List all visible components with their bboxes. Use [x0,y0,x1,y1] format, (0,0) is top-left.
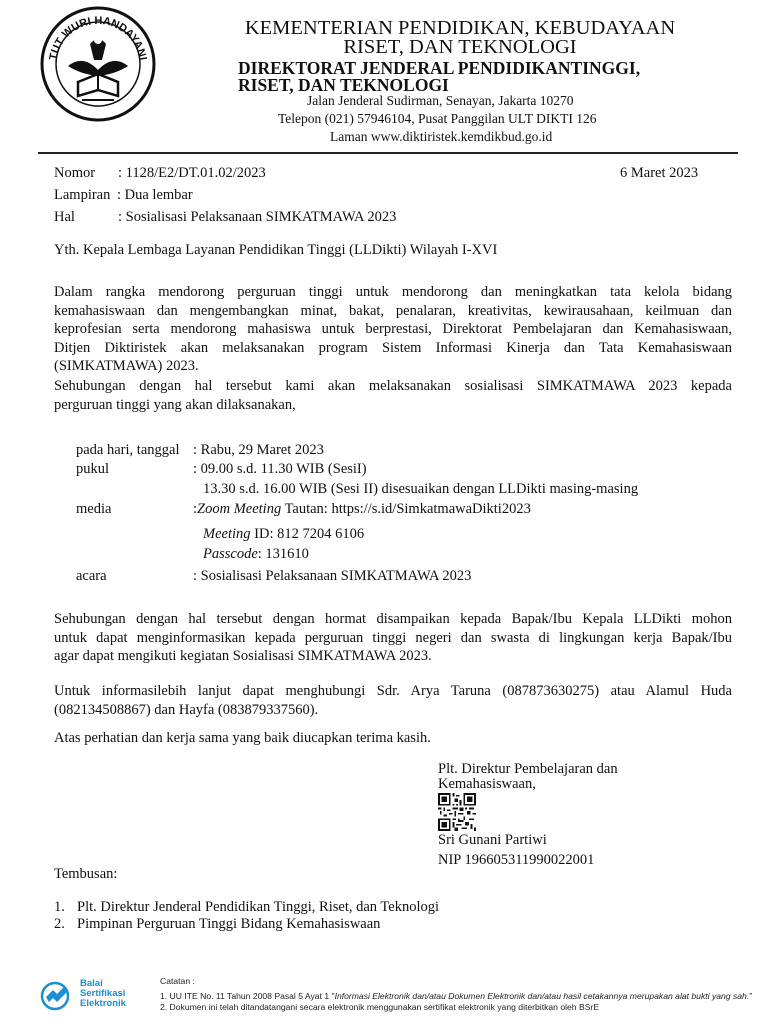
ministry-name-line2: RISET, DAN TEKNOLOGI [343,36,577,58]
qr-code-signature [438,793,476,831]
schedule-time-session1: : 09.00 s.d. 11.30 WIB (SesiI) [193,461,367,477]
schedule-media-label: media [76,501,112,517]
tut-wuri-handayani-logo [38,4,158,124]
text-line: agar dapat mengikuti kegiatan Sosialisasi SIMKATMAWA 2023. [54,648,432,664]
text-line: Ditjen Diktiristek akan melaksanakan program Sistem Informasi Kinerja dan Tata Kemahasiswaan [54,339,732,356]
tembusan-item: Plt. Direktur Jenderal Pendidikan Tinggi, Riset, dan Teknologi [77,899,440,915]
closing-sentence: Atas perhatian dan kerja sama yang baik diucapkan terima kasih. [54,730,431,746]
text-line: (082134508867) dan Hayfa (083879337560). [54,701,319,718]
bsre-label-line2: Sertifikasi [80,988,126,999]
passcode [203,546,309,563]
paragraph-request [54,610,732,666]
letterhead-phone: Telepon (021) 57946104, Pusat Panggilan ULT DIKTI 126 [278,111,597,126]
meeting-id [203,526,364,543]
paragraph-contact [54,682,732,719]
directorate-name-line2: RISET, DAN TEKNOLOGI [238,75,449,95]
schedule-media-value [193,501,531,518]
schedule-day-label: pada hari, tanggal [76,442,180,458]
text-line: Untuk informasilebih lanjut dapat menghubungi Sdr. Arya Taruna (087873630275) atau Alamul Huda [54,683,732,699]
note1-text: 1. UU ITE No. 11 Tahun 2008 Pasal 5 Ayat 1 " [160,991,335,1001]
directorate-name-line1: DIREKTORAT JENDERAL PENDIDIKANTINGGI, [238,58,641,78]
tembusan-label: Tembusan: [54,866,118,882]
signatory-title-line2: Kemahasiswaan, [438,776,536,792]
recipient: Yth. Kepala Lembaga Layanan Pendidikan Tinggi (LLDikti) Wilayah I-XVI [54,242,498,258]
meeting-id-value: ID: 812 7204 6106 [250,526,365,542]
footer-note-2: 2. Dokumen ini telah ditandatangani secara elektronik menggunakan sertifikat elektronik yang diterbitkan oleh BSrE [160,1002,600,1012]
bsre-label-line3: Elektronik [80,998,126,1009]
tembusan-number: 1. [54,899,65,915]
catatan-label: Catatan : [160,976,195,986]
zoom-meeting-label: Zoom Meeting [197,501,282,517]
schedule-day-value: : Rabu, 29 Maret 2023 [193,442,324,458]
paragraph-intro [54,283,732,376]
meeting-link[interactable]: Tautan: https://s.id/SimkatmawaDikti2023 [281,501,531,517]
text-line: Dalam rangka mendorong perguruan tinggi untuk mendorong dan meningkatkan tata kelola bidang [54,284,732,300]
text-line: keprofesian serta mendorong mahasiswa untuk berprestasi, Direktorat Pembelajaran dan Kemahasiswaan, [54,321,732,337]
signatory-nip: NIP 196605311990022001 [438,852,595,868]
hal-label: Hal [54,209,75,225]
note1-italic: Informasi Elektronik dan/atau Dokumen Elektronik dan/atau hasil cetakannya merupakan alat bukti yang sah. [334,991,750,1001]
nomor-label: Nomor [54,165,96,181]
letter-date: 6 Maret 2023 [620,165,699,181]
signatory-title-line1: Plt. Direktur Pembelajaran dan [438,761,618,777]
schedule-time-session2: 13.30 s.d. 16.00 WIB (Sesi II) disesuaikan dengan LLDikti masing-masing [203,481,639,497]
schedule-time-label: pukul [76,461,110,477]
tembusan-item: Pimpinan Perguruan Tinggi Bidang Kemahasiswaan [77,916,381,932]
media-colon: : [193,501,198,517]
nomor-value: : 1128/E2/DT.01.02/2023 [118,165,266,181]
text-line: (SIMKATMAWA) 2023. [54,358,199,374]
signatory-name: Sri Gunani Partiwi [438,832,547,848]
meeting-id-label: Meeting [203,526,251,542]
tembusan-number: 2. [54,916,65,932]
lampiran-value: : Dua lembar [117,187,193,203]
footer-note-1 [160,991,752,1001]
schedule-acara-label: acara [76,568,107,584]
hal-value: : Sosialisasi Pelaksanaan SIMKATMAWA 2023 [118,209,397,225]
svg-text:TUT WURI HANDAYANI: TUT WURI HANDAYANI [47,14,149,62]
letterhead-website: Laman www.diktiristek.kemdikbud.go.id [330,129,553,144]
text-line: kemahasiswaan dan mengembangkan minat, bakat, penalaran, kreativitas, kewirausahaan, keilmuan dan [54,302,732,319]
note1-end: " [749,991,753,1001]
text-line: Sehubungan dengan hal tersebut kami akan melaksanakan sosialisasi SIMKATMAWA 2023 kepada [54,378,732,394]
text-line: Sehubungan dengan hal tersebut dengan hormat disampaikan kepada Bapak/Ibu Kepala LLDikti mohon [54,611,732,627]
paragraph-announcement [54,377,732,414]
text-line: untuk dapat menginformasikan kepada perguruan tinggi negeri dan swasta di lingkungan kerja Bapak/Ibu [54,629,732,646]
passcode-label: Passcode [203,546,258,562]
bsre-label-line1: Balai [80,978,103,989]
ministry-name-line1: KEMENTERIAN PENDIDIKAN, KEBUDAYAAN [244,17,676,39]
lampiran-label: Lampiran [54,187,111,203]
letterhead-address: Jalan Jenderal Sudirman, Senayan, Jakarta 10270 [307,93,574,108]
schedule-acara-value: : Sosialisasi Pelaksanaan SIMKATMAWA 2023 [193,568,472,584]
bsre-logo-icon [40,981,74,1011]
passcode-value: : 131610 [257,546,309,562]
text-line: perguruan tinggi yang akan dilaksanakan, [54,396,296,413]
letterhead-divider [38,152,738,154]
